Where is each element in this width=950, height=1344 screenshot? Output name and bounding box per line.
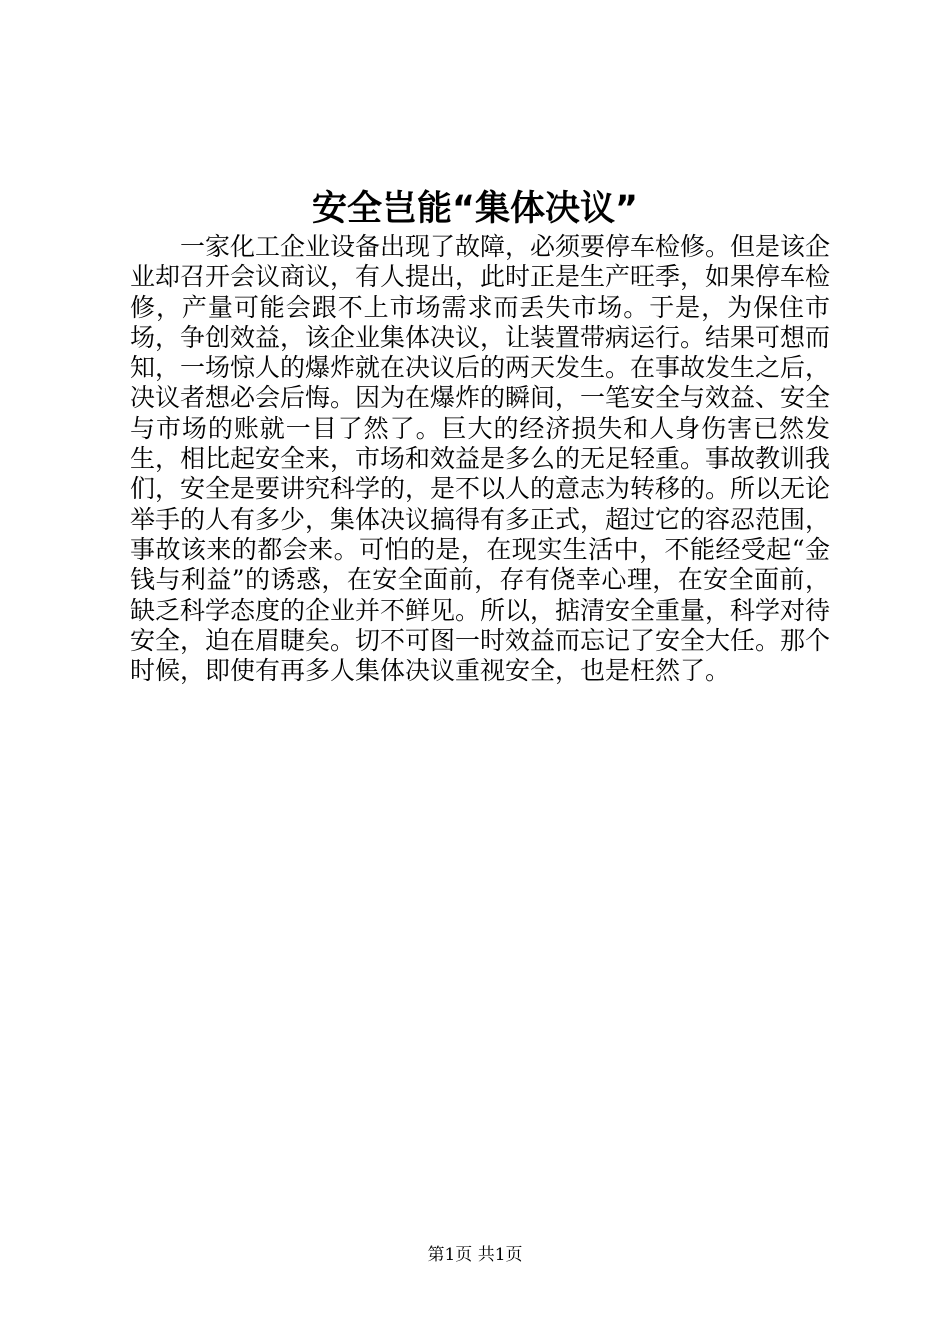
page-number: 第1页 共1页 — [427, 1245, 523, 1265]
page-title: 安全岂能“集体决议” — [311, 189, 638, 229]
article-body: 一家化工企业设备出现了故障，必须要停车检修。但是该企业却召开会议商议，有人提出，此时正是生产旺季，如果停车检修，产量可能会跟不上市场需求而丢失市场。于是，为保住市场，争创效益，该企业集体决议，让装置带病运行。结果可想而知，一场惊人的爆炸就在决议后的两天发生。在事故发生之后，决议者想必会后悔。因为在爆炸的瞬间，一笔安全与效益、安全与市场的账就一目了然了。巨大的经济损失和人身伤害已然发生，相比起安全来，市场和效益是多么的无足轻重。事故教训我们，安全是要讲究科学的，是不以人的意志为转移的。所以无论举手的人有多少，集体决议搞得有多正式，超过它的容忍范围，事故该来的都会来。可怕的是，在现实生活中，不能经受起“金钱与利益”的诱惑，在安全面前，存有侥幸心理，在安全面前，缺乏科学态度的企业并不鲜见。所以，掂清安全重量，科学对待安全，迫在眉睫矣。切不可图一时效益而忘记了安全大任。那个时候，即使有再多人集体决议重视安全，也是枉然了。 — [130, 232, 831, 686]
